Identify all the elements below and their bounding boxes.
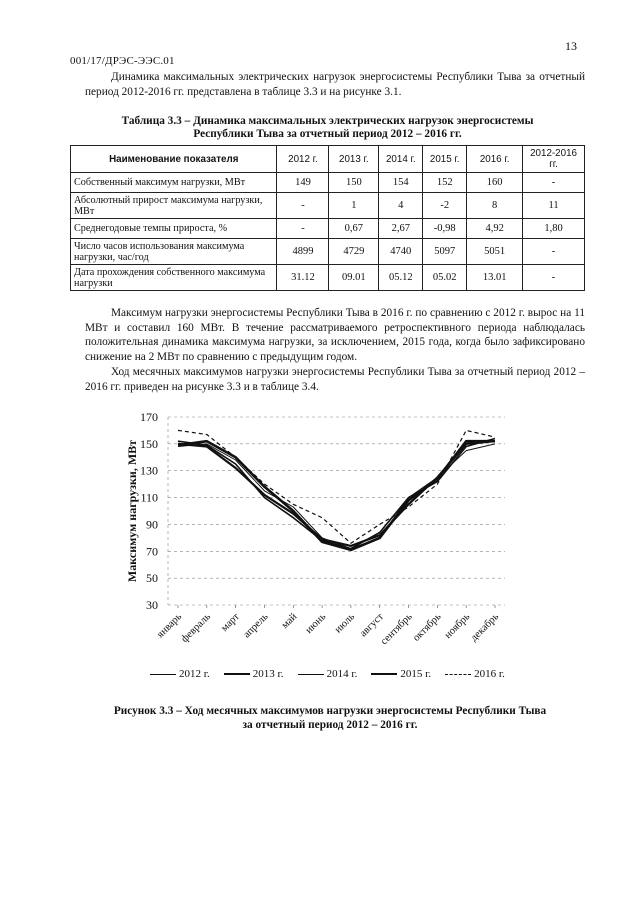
cell: 152: [423, 173, 467, 193]
cell: -: [523, 265, 585, 291]
y-tick-label: 130: [140, 463, 158, 478]
cell: 11: [523, 193, 585, 219]
series-line: [178, 439, 495, 549]
paragraph-max-load: [85, 306, 585, 364]
header-2013: 2013 г.: [329, 146, 379, 173]
x-tick-label: декабрь: [468, 611, 502, 644]
intro-paragraph: [85, 70, 585, 99]
header-2016: 2016 г.: [467, 146, 523, 173]
cell: 13.01: [467, 265, 523, 291]
table-header-row: [71, 146, 585, 173]
monthly-max-load-chart: [120, 405, 520, 665]
legend-swatch: [371, 673, 397, 675]
cell: 05.12: [379, 265, 423, 291]
table-caption-line2: Республики Тыва за отчетный период 2012 – 2016 гг.: [193, 128, 462, 140]
row-label: Число часов использования максимума нагрузки, час/год: [71, 239, 277, 265]
header-2014: 2014 г.: [379, 146, 423, 173]
cell: 154: [379, 173, 423, 193]
legend-swatch: [445, 674, 471, 675]
y-tick-label: 110: [140, 490, 158, 505]
legend-item: [150, 668, 210, 680]
x-tick-label: июнь: [303, 611, 329, 637]
header-indicator: Наименование показателя: [71, 146, 277, 173]
cell: 1: [329, 193, 379, 219]
y-axis-label: Максимум нагрузки, МВт: [125, 439, 139, 583]
legend-label: 2014 г.: [326, 668, 358, 680]
table-caption: [70, 115, 585, 141]
cell: 09.01: [329, 265, 379, 291]
row-label: Дата прохождения собственного максимума нагрузки: [71, 265, 277, 291]
y-tick-label: 30: [146, 598, 158, 612]
intro-text: Динамика максимальных электрических нагрузок энергосистемы Республики Тыва за отчетный период 2012-2016 гг. представлена в таблице 3.3 и на рисунке 3.1.: [85, 71, 585, 98]
y-tick-label: 50: [146, 571, 158, 586]
x-tick-label: май: [279, 611, 300, 632]
x-tick-label: февраль: [179, 611, 213, 645]
x-tick-label: октябрь: [411, 611, 444, 644]
table-row: [71, 173, 585, 193]
x-tick-label: март: [219, 611, 242, 634]
legend-label: 2013 г.: [252, 668, 284, 680]
figure-caption-line2: за отчетный период 2012 – 2016 гг.: [242, 718, 418, 731]
cell: 0,67: [329, 219, 379, 239]
cell: -: [523, 239, 585, 265]
y-tick-label: 90: [146, 517, 158, 532]
cell: 160: [467, 173, 523, 193]
legend-swatch: [298, 674, 324, 675]
legend-label: 2015 г.: [400, 668, 432, 680]
cell: 31.12: [277, 265, 329, 291]
page-number: 13: [565, 39, 577, 53]
legend-swatch: [224, 673, 250, 675]
table-caption-line1: Таблица 3.3 – Динамика максимальных электрических нагрузок энергосистемы: [121, 115, 534, 127]
paragraph-max-load-text: Максимум нагрузки энергосистемы Республики Тыва в 2016 г. по сравнению с 2012 г. вырос на 11 МВт и составил 160 МВт. В течение рассматриваемого ретроспективного периода наблюдалась положительная динамика максимума нагрузки, за исключением, 2015 года, когда было зафиксировано снижение на 2 МВт по сравнению с предыдущим годом.: [85, 307, 585, 363]
cell: 5051: [467, 239, 523, 265]
cell: -: [277, 219, 329, 239]
row-label: Среднегодовые темпы прироста, %: [71, 219, 277, 239]
chart-legend: [150, 668, 530, 680]
header-period: 2012-2016 гг.: [523, 146, 585, 173]
legend-label: 2016 г.: [474, 668, 505, 680]
document-code: 001/17/ДРЭС-ЭЭС.01: [70, 55, 175, 67]
legend-item: [224, 668, 284, 680]
table-row: [71, 265, 585, 291]
row-label: Собственный максимум нагрузки, МВт: [71, 173, 277, 193]
header-2015: 2015 г.: [423, 146, 467, 173]
cell: 149: [277, 173, 329, 193]
x-tick-label: январь: [155, 611, 185, 641]
cell: 4740: [379, 239, 423, 265]
x-tick-label: ноябрь: [442, 611, 473, 641]
x-tick-label: август: [357, 611, 386, 640]
table-row: [71, 239, 585, 265]
paragraph-monthly: [85, 365, 585, 394]
cell: -0,98: [423, 219, 467, 239]
cell: 05.02: [423, 265, 467, 291]
paragraph-monthly-text: Ход месячных максимумов нагрузки энергосистемы Республики Тыва за отчетный период 2012 – 2016 гг. приведен на рисунке 3.3 и в таблице 3.4.: [85, 366, 585, 393]
legend-item: [371, 668, 431, 680]
figure-caption: [80, 705, 580, 732]
cell: 5097: [423, 239, 467, 265]
series-line: [178, 430, 495, 543]
x-tick-label: июль: [332, 611, 358, 636]
cell: 150: [329, 173, 379, 193]
cell: 1,80: [523, 219, 585, 239]
table-row: [71, 193, 585, 219]
y-tick-label: 70: [146, 544, 158, 559]
cell: 4: [379, 193, 423, 219]
cell: 4,92: [467, 219, 523, 239]
row-label: Абсолютный прирост максимума нагрузки, МВт: [71, 193, 277, 219]
cell: 2,67: [379, 219, 423, 239]
figure-caption-line1: Рисунок 3.3 – Ход месячных максимумов нагрузки энергосистемы Республики Тыва: [113, 705, 547, 717]
legend-label: 2012 г.: [179, 668, 210, 680]
legend-swatch: [150, 674, 176, 675]
load-dynamics-table: [70, 145, 585, 291]
cell: 4729: [329, 239, 379, 265]
y-tick-label: 150: [140, 436, 158, 451]
legend-item: [445, 668, 505, 680]
table-row: [71, 219, 585, 239]
cell: 8: [467, 193, 523, 219]
y-tick-label: 170: [140, 410, 158, 424]
cell: -: [523, 173, 585, 193]
legend-item: [298, 668, 358, 680]
cell: 4899: [277, 239, 329, 265]
cell: -2: [423, 193, 467, 219]
x-tick-label: сентябрь: [378, 611, 415, 648]
cell: -: [277, 193, 329, 219]
x-tick-label: апрель: [241, 611, 271, 641]
header-2012: 2012 г.: [277, 146, 329, 173]
